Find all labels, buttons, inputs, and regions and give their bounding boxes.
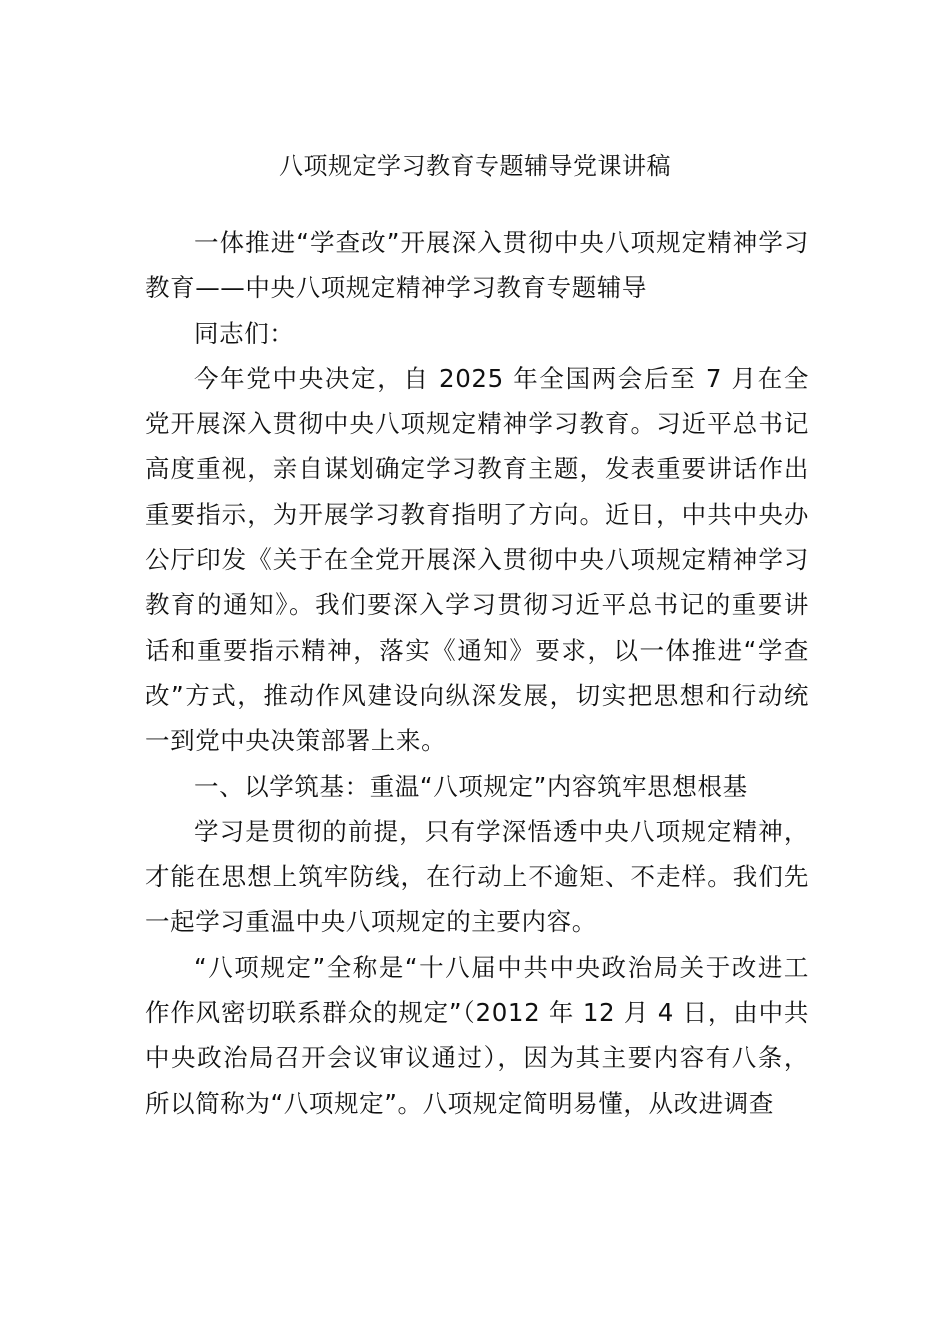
intro-paragraph: 今年党中央决定，自 2025 年全国两会后至 7 月在全党开展深入贯彻中央八项规定精神学习教育。习近平总书记高度重视，亲自谋划确定学习教育主题，发表重要讲话作出重要指示，为开展学习教育指明了方向。近日，中共中央办公厅印发《关于在全党开展深入贯彻中央八项规定精神学习教育的通知》。我们要深入学习贯彻习近平总书记的重要讲话和重要指示精神，落实《通知》要求，以一体推进“学查改”方式，推动作风建设向纵深发展，切实把思想和行动统一到党中央决策部署上来。	[145, 363, 809, 756]
body-paragraph: 学习是贯彻的前提，只有学深悟透中央八项规定精神，才能在思想上筑牢防线，在行动上不逾矩、不走样。我们先一起学习重温中央八项规定的主要内容。	[145, 816, 809, 937]
salutation-paragraph: 同志们：	[194, 318, 295, 348]
body-paragraph: “八项规定”全称是“十八届中共中央政治局关于改进工作作风密切联系群众的规定”（2012 年 12 月 4 日，由中共中央政治局召开会议审议通过），因为其主要内容有八条，所以简称为“八项规定”。八项规定简明易懂，从改进调查	[145, 952, 809, 1118]
section-heading: 一、以学筑基：重温“八项规定”内容筑牢思想根基	[194, 771, 748, 801]
document-title: 八项规定学习教育专题辅导党课讲稿	[279, 152, 671, 180]
document-body	[145, 220, 809, 1126]
subtitle-paragraph: 一体推进“学查改”开展深入贯彻中央八项规定精神学习教育——中央八项规定精神学习教育专题辅导	[145, 228, 809, 303]
